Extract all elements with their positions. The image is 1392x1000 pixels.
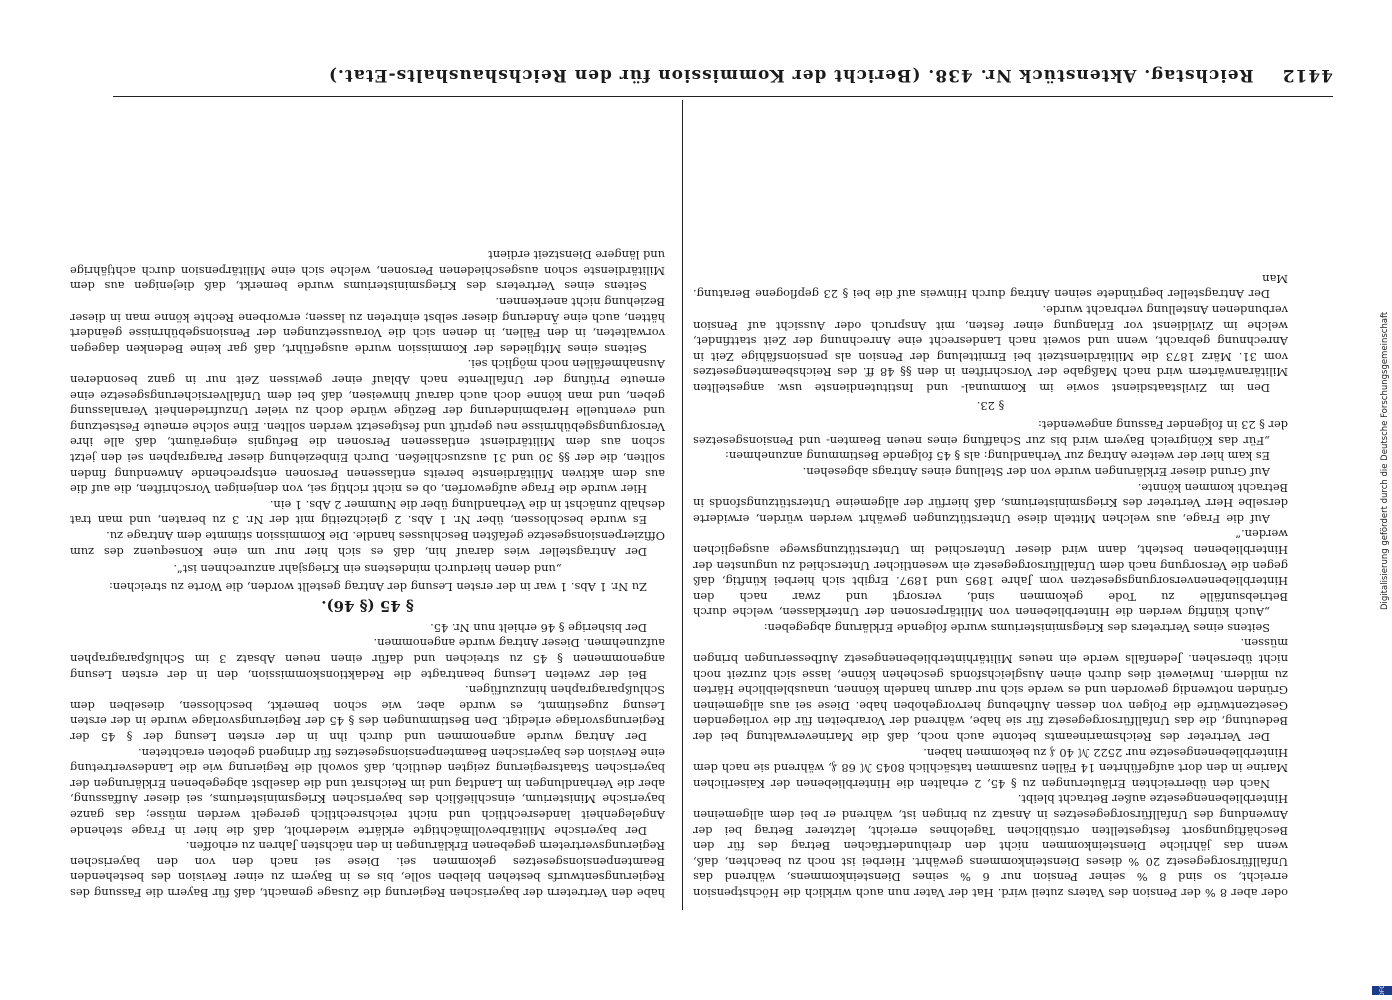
quoted-statement: „Auch künftig werden die Hinterbliebenen von Militärpersonen der Unterklassen, welche durch Betriebsunfälle zu Tode gekommen sind, versorgt und zwar nach den Hinterbliebenenversorgungsgesetzen vom Jahre 1895 und 1897. Ergibt sich hierbei künftig, daß gegen die Versorgung nach dem Unfallfürsorgegesetz ein wesentlicher Unterschied zu ungunsten der Hinterbliebenen besteht, dann wird dieser Unterschied im Unterstützungswege ausgeglichen werden.“ — [693, 527, 1288, 620]
column-divider — [682, 100, 683, 910]
digitization-credit: Digitalisierung gefördert durch die Deutsche Forschungsgemeinschaft — [1380, 311, 1390, 610]
paragraph: Der bayerische Militärbevollmächtigte erklärte wiederholt, daß die hier in Frage stehende Angelegenheit landesrechtlich und nicht reichsrechtlich geregelt werden müsse; das ganze bayerische Ministerium, einschließlich des bayerischen Kriegsministeriums, sei dieser Auffassung, aber die Verhandlungen im Landtag und im Reichsrat und die daselbst abgegebenen Erklärungen der bayerischen Staatsregierung zeigten deutlich, daß sowohl die Regierung wie die Landesvertretung eine Revision des bayerischen Beamtenpensionsgesetzes für dringend geboten erachteten. — [70, 745, 665, 838]
section-heading: § 23. — [976, 398, 1005, 413]
quoted-statement: „und denen hierdurch mindestens ein Kriegsjahr anzurechnen ist“. — [173, 562, 562, 577]
paragraph: Hier wurde die Frage aufgeworfen, ob es nicht richtig sei, von denjenigen Vorschriften, die auf die aus dem aktiven Militärdienste bereits entlassenen Personen entsprechende Anwendung finden sollten, die der §§ 30 und 31 auszuschließen. Durch Einbeziehung dieser Paragraphen sei den jetzt schon aus dem Militärdienst entlassenen Personen die Befugnis eingeräumt, daß alle ihre Versorgungsgebührnisse neu geprüft und festgesetzt werden sollten. Eine solche erneute Festsetzung und eventuelle Herabminderung der Bezüge würde doch zu vieler Unzufriedenheit Veranlassung geben, und man könne doch auch darauf hinweisen, daß bei dem Unfallversicherungsgesetze eine erneute Prüfung der Unfallrente nach Ablauf einer gewissen Zeit nur in ganz besonderen Ausnahmefällen noch möglich sei. — [70, 357, 665, 497]
paragraph: Auf die Frage, aus welchen Mitteln diese Unterstützungen gewährt werden würden, erwiderte derselbe Herr Vertreter des Kriegsministeriums, daß hierfür der allgemeine Unterstützungsfonds in Betracht kommen könnte. — [693, 480, 1288, 526]
paragraph: oder aber 8 % der Pension des Vaters zuteil wird. Hat der Vater nun auch wirklich die Höchstpension erreicht, so sind 8 % seiner Pension nur 6 % seines Diensteinkommens, während das Unfallfürsorgegesetz 20 % dieses Diensteinkommens gewährt. Hierbei ist noch zu beachten, daß, wenn das jährliche Diensteinkommen nicht den dreihundertfachen Betrag des für den Beschäftigungsort festgestellten ortsüblichen Tagelohnes erreicht, letzterer Betrag bei der Anwendung des Unfallfürsorgegesetzes in Ansatz zu bringen ist, während er bei dem allgemeinen Hinterbliebenengesetze außer Betracht bleibt. — [693, 792, 1288, 900]
paragraph: „Für das Königreich Bayern wird bis zur Schaffung eines neuen Beamten- und Pensionsgesetzes der § 23 in folgender Fassung angewendet: — [693, 418, 1288, 448]
paragraph: Es kam hier der weitere Antrag zur Verhandlung: als § 45 folgende Bestimmung anzunehmen: — [725, 449, 1270, 464]
header-rule — [113, 96, 1333, 97]
paragraph: Der Antrag wurde angenommen und durch ihn in der ersten Lesung der § 45 der Regierungsvorlage erledigt. Den Bestimmungen des § 45 der Regierungsvorlage wurde in der ersten Lesung zugestimmt, es wurde aber, wie schon bemerkt, beschlossen, dieselben dem Schlußparagraphen hinzuzufügen. — [70, 683, 665, 745]
section-heading: § 45 (§ 46). — [321, 597, 414, 616]
paragraph: Den im Zivilstaatsdienst sowie im Kommunal- und Institutendienste usw. angestellten Militäranwärtern wird nach Maßgabe der Vorschriften in den §§ 48 ff. des Reichsbeamtengesetzes vom 31. März 1873 die Militärdienstzeit bei Ermittelung der Pension als pensionsfähige Zeit in Anrechnung gebracht, wenn und soweit nach Landesrecht eine Anrechnung der Zeit stattfindet, welche im Zivildienst vor Erlangung einer festen, mit Anspruch oder Aussicht auf Pension verbundenen Anstellung verbracht wurde. — [693, 303, 1288, 395]
paragraph: Zu Nr. 1 Abs. 1 war in der ersten Lesung der Antrag gestellt worden, die Worte zu streichen: — [108, 579, 647, 594]
paragraph: Der bisherige § 46 erhielt nun Nr. 45. — [430, 620, 647, 635]
paragraph: Bei der zweiten Lesung beantragte die Redaktionskommission, den in der ersten Lesung angenommenen § 45 zu streichen und dafür einen neuen Absatz 3 im Schlußparagraphen aufzunehmen. Dieser Antrag wurde angenommen. — [70, 636, 665, 682]
paragraph: Der Vertreter des Reichsmarineamts betonte auch noch, daß die Marineverwaltung bei der Bedeutung, die das Unfallfürsorgegesetz für sie habe, während der Vorarbeiten für die vorliegenden Gesetzentwürfe die Folgen von dessen Aufhebung hervorgehoben habe. Diese sei aus allgemeinen Gründen notwendig geworden und es werde sich nur darum handeln können, unausbleibliche Härten zu mildern. Inwieweit dies durch einen Ausgleichsfonds geschehen könne, lasse sich zurzeit noch nicht übersehen. Jedenfalls werde ein neues Militärhinterbliebenengesetz Aufbesserungen bringen müssen. — [693, 636, 1288, 745]
paragraph: Seitens eines Vertreters des Kriegsministeriums wurde folgende Erklärung abgegeben: — [763, 620, 1270, 635]
paragraph: Der Antragsteller begründete seinen Antrag durch Hinweis auf die bei § 23 gepflogene Beratung. Man — [693, 271, 1288, 302]
paragraph: Auf Grund dieser Erklärungen wurde von der Stellung eines Antrags abgesehen. — [802, 464, 1270, 479]
right-column — [70, 104, 665, 900]
page-header — [158, 65, 1333, 85]
running-title: Reichstag. Aktenstück Nr. 438. (Bericht der Kommission für den Reichshaushalts-Etat.) — [327, 65, 1254, 85]
dfg-logo: DFG — [1372, 986, 1392, 995]
left-column — [693, 104, 1288, 900]
paragraph: Seitens eines Mitgliedes der Kommission wurde ausgeführt, daß gar keine Bedenken dagegen vorwalteten, in den Fällen, in denen sich die Voraussetzungen der Pensionsgebührnisse geändert hätten, auch eine Änderung dieser selbst eintreten zu lassen; erworbene Rechte könne man in dieser Beziehung nicht anerkennen. — [70, 295, 665, 356]
page-number: 4412 — [1281, 65, 1333, 85]
paragraph: Der Antragsteller wies darauf hin, daß es sich hier nur um eine Konsequenz des zum Offizierpensionsgesetze gefaßten Beschlusses handle. Die Kommission stimmte dem Antrage zu. — [70, 528, 665, 559]
paragraph: Nach den überreichten Erläuterungen zu § 45, 2 erhalten die Hinterbliebenen der Kaiserlichen Marine in den dort aufgeführten 14 Fällen zusammen tatsächlich 8045 ℳ 68 ₰, während sie nach dem Hinterbliebenengesetze nur 2522 ℳ 40 ₰ zu bekommen haben. — [693, 745, 1288, 791]
paragraph: Es wurde beschlossen, über Nr. 1 Abs. 2 gleichzeitig mit der Nr. 3 zu beraten, und man trat deshalb zunächst in die Verhandlung über die Nummer 2 Abs. 1 ein. — [70, 497, 665, 528]
paragraph: habe den Vertretern der bayerischen Regierung die Zusage gemacht, daß für Bayern die Fassung des Regierungsentwurfs bestehen bleiben solle, bis es in Bayern zu einer Revision des bestehenden Beamtenpensionsgesetzes gekommen sei. Diese sei nach den von den bayerischen Regierungsvertretern gegebenen Erklärungen in den nächsten Jahren zu erhoffen. — [70, 839, 665, 900]
paragraph: Seitens eines Vertreters des Kriegsministeriums wurde bemerkt, daß diejenigen aus dem Militärdienste schon ausgeschiedenen Personen, welche sich eine Militärpension durch achtjährige und längere Dienstzeit erdient — [70, 248, 665, 294]
